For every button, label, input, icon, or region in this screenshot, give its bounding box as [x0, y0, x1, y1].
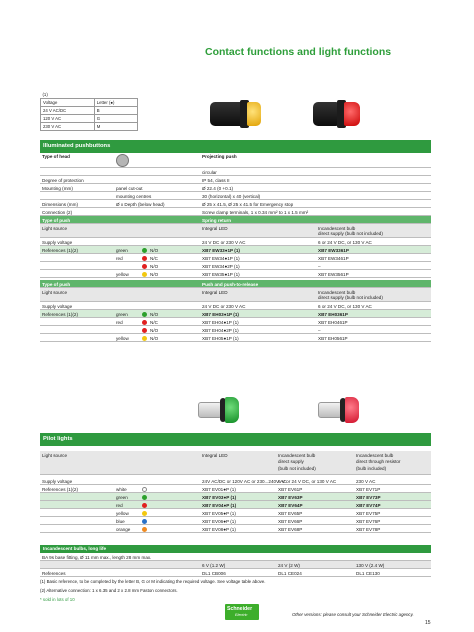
bulbs-header: Incandescent bulbs, long life [40, 545, 431, 553]
reference-row: yellow XB7 EV05●P (1) XB7 EV65P XB7 EV75P [40, 509, 431, 517]
voltage-table [40, 91, 138, 131]
illuminated-pushbuttons-header: Illuminated pushbuttons [40, 140, 431, 153]
reference-row: N/O XB7 EH04●2P (1) – [40, 326, 431, 334]
supply-voltage-row: Supply voltage 24 V DC or 230 V AC 6 or 24 V DC, or 130 V AC [40, 302, 431, 310]
letter-cell: B [94, 106, 137, 114]
yellow-pushbutton-image [210, 100, 270, 126]
page-number: 15 [425, 620, 431, 626]
letter-header: Letter (●) [94, 98, 137, 106]
supply-voltage-row: Supply voltage 24 V DC or 230 V AC 6 or 24 V DC, or 130 V AC [40, 238, 431, 246]
spec-row: Mounting (mm) panel cut-out Ø 22.4 (0 +0.1) [40, 184, 431, 192]
reference-row: green XB7 EV03●P (1) XB7 EV63P XB7 EV73P [40, 493, 431, 501]
light-source-row: Light source Integral LED Incandescent bulb direct supply (bulb not included) [40, 224, 431, 238]
red-dot-icon [142, 328, 147, 333]
red-dot-icon [142, 256, 147, 261]
spec-row: circular [40, 168, 431, 176]
bulb-reference-row: References DL1 CB006 DL1 CE024 DL1 CE130 [40, 569, 431, 577]
green-pilot-light-image [198, 396, 248, 424]
red-dot-icon [142, 264, 147, 269]
bulb-desc-row: BA 9s base fitting, Ø 11 mm max., length 28 mm max. [40, 553, 431, 561]
reference-row: orange XB7 EV08●P (1) XB7 EV68P XB7 EV78P [40, 525, 431, 533]
reference-row: blue XB7 EV06●P (1) XB7 EV66P XB7 EV76P [40, 517, 431, 525]
supply-voltage-row: Supply voltage 24V AC/DC or 120V AC or 230...240V AC 6 V or 24 V DC, or 130 V AC 230 V AC [40, 477, 431, 485]
voltage-cell: 24 V AC/DC [41, 106, 95, 114]
reference-row: red XB7 EV04●P (1) XB7 EV64P XB7 EV74P [40, 501, 431, 509]
footnote-3: * sold in lots of 10 [40, 597, 75, 602]
white-dot-icon [142, 487, 147, 492]
reference-row: References (1)(2) green N/O XB7 EW33●1P (1) XB7 EW3361P [40, 246, 431, 254]
spec-row: Degree of protection IP 54, class II [40, 176, 431, 184]
light-source-row: Light source Integral LED Incandescent bulb direct supply (bulb not included) [40, 288, 431, 302]
reference-row: yellow N/O XB7 EH05●1P (1) XB7 EH0561P [40, 334, 431, 342]
letter-cell: M [94, 122, 137, 130]
yellow-dot-icon [142, 336, 147, 341]
voltage-table-note: (1) [42, 91, 48, 97]
green-dot-icon [142, 248, 147, 253]
schneider-logo: Schneider Electric [225, 604, 259, 620]
reference-row: References (1)(2) green N/O XB7 EH03●1P (1) XB7 EH0361P [40, 310, 431, 318]
red-pushbutton-image [313, 100, 373, 126]
footnote-2: (2) Alternative connection: 1 x 6.35 and 2 x 2.8 mm Faston connectors. [40, 588, 178, 593]
footnote-1: (1) Basic reference, to be completed by the letter B, G or M indicating the required voltage. See voltage table above. [40, 579, 266, 584]
type-of-push-band: Type of push Push and push-to-release [40, 280, 431, 288]
voltage-header: Voltage [41, 98, 95, 106]
yellow-dot-icon [142, 511, 147, 516]
green-dot-icon [142, 312, 147, 317]
red-dot-icon [142, 320, 147, 325]
page-title: Contact functions and light functions [205, 46, 392, 58]
red-pilot-light-image [318, 396, 368, 424]
reference-row: yellow N/O XB7 EW35●1P (1) XB7 EW3561P [40, 270, 431, 278]
green-dot-icon [142, 495, 147, 500]
footer-text: Other versions: please consult your Schneider Electric agency. [292, 612, 414, 617]
reference-row: red N/C XB7 EH04●1P (1) XB7 EH0461P [40, 318, 431, 326]
spec-row: Connection (2) Screw clamp terminals, 1 x 0.34 mm² to 1 x 1.5 mm² [40, 208, 431, 216]
reference-row: References (1)(2) white XB7 EV01●P (1) XB7 EV61P XB7 EV71P [40, 485, 431, 493]
circular-head-icon [116, 154, 129, 167]
voltage-cell: 230 V AC [41, 122, 95, 130]
yellow-dot-icon [142, 272, 147, 277]
reference-row: N/O XB7 EW34●2P (1) – [40, 262, 431, 270]
blue-dot-icon [142, 519, 147, 524]
spec-row: Dimensions (mm) Ø x Depth (below head) Ø 25 x 41.5, Ø 25 x 41.5 for Emergency stop [40, 200, 431, 208]
spec-row: mounting centres 30 (horizontal) x 40 (vertical) [40, 192, 431, 200]
light-source-row: Light source Integral LED Incandescent bulb direct supply (bulb not included) Incandescent bulb direct through resistor (bulb included) [40, 451, 431, 475]
type-of-push-band: Type of push Spring return [40, 216, 431, 224]
pilot-lights-header: Pilot lights [40, 433, 431, 446]
type-of-head-row: Type of head Projecting push [40, 153, 431, 168]
orange-dot-icon [142, 527, 147, 532]
bulb-voltage-row: 6 V (1.2 W) 24 V (2 W) 130 V (2.4 W) [40, 561, 431, 569]
voltage-cell: 120 V AC [41, 114, 95, 122]
reference-row: red N/C XB7 EW34●1P (1) XB7 EW3461P [40, 254, 431, 262]
red-dot-icon [142, 503, 147, 508]
letter-cell: G [94, 114, 137, 122]
